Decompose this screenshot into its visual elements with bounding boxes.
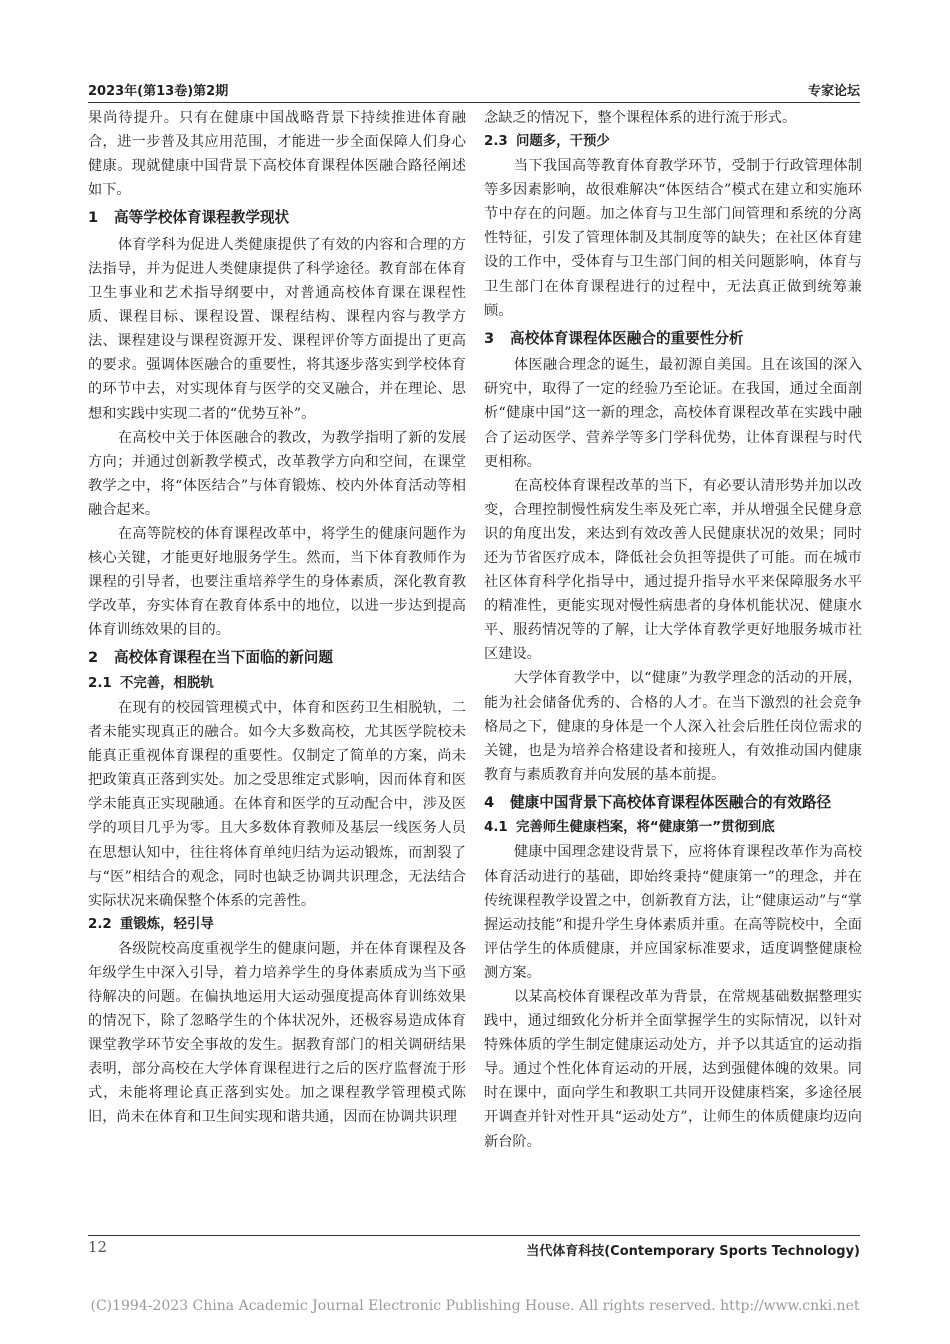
paragraph: 在现有的校园管理模式中，体育和医药卫生相脱轨，二者未能实现真正的融合。如今大多数高校，尤其医学院校未能真正重视体育课程的重要性。仅制定了简单的方案，尚未把政策真正落到实处。加之受思维定式影响，因而体育和医学未能真正实现融通。在体育和医学的互动配合中，涉及医学的项目几乎为零。且大多数体育教师及基层一线医务人员在思想认知中，往往将体育单纯归结为运动锻炼，而割裂了与“医”相结合的观念，同时也缺乏协调共识理念，无法结合实际状况来确保整个体系的完善性。	[88, 699, 466, 909]
paragraph: 各级院校高度重视学生的健康问题，并在体育课程及各年级学生中深入引导，着力培养学生的身体素质成为当下亟待解决的问题。在偏执地运用大运动强度提高体育训练效果的情况下，除了忽略学生的个体状况外，还极容易造成体育课堂教学环节安全事故的发生。据教育部门的相关调研结果表明，部分高校在大学体育课程进行之后的医疗监督流于形式，未能将理论真正落到实处。加之课程教学管理模式陈旧，尚未在体育和卫生间实现和谐共通，因而在协调共识理	[88, 940, 466, 1126]
paragraph: 当下我国高等教育体育教学环节，受制于行政管理体制等多因素影响，故很难解决“体医结合”模式在建立和实施环节中存在的问题。加之体育与卫生部门间管理和系统的分离性特征，引发了管理体制及其制度等的缺失；在社区体育建设的工作中，受体育与卫生部门间的相关问题影响，体育与卫生部门在体育课程进行的过程中，无法真正做到统筹兼顾。	[484, 158, 862, 319]
section-title: 高校体育课程在当下面临的新问题	[114, 649, 333, 667]
section-title: 高等学校体育课程教学现状	[114, 209, 290, 227]
subsection-title: 重锻炼，轻引导	[120, 916, 214, 932]
subsection-title: 不完善，相脱轨	[120, 675, 214, 691]
paragraph: 在高校中关于体医融合的教改，为教学指明了新的发展方向；并通过创新教学模式，改革教学方向和空间，在课堂教学之中，将“体医结合”与体育锻炼、校内外体育活动等相融合起来。	[88, 429, 466, 518]
paragraph: 大学体育教学中，以“健康”为教学理念的活动的开展，能为社会储备优秀的、合格的人才。在当下激烈的社会竞争格局之下，健康的身体是一个人深入社会后胜任岗位需求的关键，也是为培养合格建设者和接班人，有效推动国内健康教育与素质教育并向发展的基本前提。	[484, 670, 862, 783]
subsection-title: 完善师生健康档案，将“健康第一”贯彻到底	[516, 820, 775, 836]
subsection-number: 2.2	[88, 916, 112, 932]
paragraph: 以某高校体育课程改革为背景，在常规基础数据整理实践中，通过细致化分析并全面掌握学生的实际情况，以针对特殊体质的学生制定健康运动处方，并予以其适宜的运动指导。通过个性化体育运动的开展，达到强健体魄的效果。同时在课中，面向学生和教职工共同开设健康档案，多途径展开调查并针对性开具“运动处方”，让师生的体质健康均迈向新台阶。	[484, 989, 862, 1150]
running-footer	[88, 1235, 860, 1260]
issue-info: 2023年(第13卷)第2期	[88, 84, 229, 99]
section-number: 3	[484, 329, 495, 347]
section-4-heading	[484, 791, 862, 816]
subsection-2-1-heading	[88, 673, 466, 695]
paragraph: 健康中国理念建设背景下，应将体育课程改革作为高校体育活动进行的基础，即始终秉持“健康第一”的理念，并在传统课程教学设置之中，创新教育方法，让“健康运动”与“掌握运动技能”和提升学生身体素质并重。在高等院校中，全面评估学生的体质健康，并应国家标准要求，适度调整健康检测方案。	[484, 844, 862, 981]
subsection-number: 2.3	[484, 134, 508, 150]
journal-name: 当代体育科技(Contemporary Sports Technology)	[526, 1244, 860, 1259]
paragraph: 体育学科为促进人类健康提供了有效的内容和合理的方法指导，并为促进人类健康提供了科学途径。教育部在体育卫生事业和艺术指导纲要中，对普通高校体育课在课程性质、课程目标、课程设置、课程结构、课程内容与教学方法、课程建设与课程资源开发、课程评价等方面提出了更高的要求。强调体医融合的重要性，将其逐步落实到学校体育的环节中去，对实现体育与医学的交叉融合，并在理论、思想和实践中实现二者的“优势互补”。	[88, 236, 466, 422]
right-column	[484, 106, 862, 1154]
left-column	[88, 106, 466, 1130]
subsection-2-3-heading	[484, 131, 862, 153]
section-3-heading	[484, 327, 862, 352]
section-2-heading	[88, 646, 466, 671]
subsection-title: 问题多，干预少	[516, 134, 610, 150]
copyright-notice: (C)1994-2023 China Academic Journal Electronic Publishing House. All rights reserved. http://www.cnki.net	[90, 1298, 860, 1314]
page-number: 12	[88, 1238, 108, 1256]
section-1-heading	[88, 206, 466, 231]
paragraph: 体医融合理念的诞生，最初源自美国。且在该国的深入研究中，取得了一定的经验乃至论证。在我国，通过全面剖析“健康中国”这一新的理念，高校体育课程改革在实践中融合了运动医学、营养学等多门学科优势，让体育课程与时代更相称。	[484, 357, 862, 470]
paragraph: 在高等院校的体育课程改革中，将学生的健康问题作为核心关键，才能更好地服务学生。然而，当下体育教师作为课程的引导者，也要注重培养学生的身体素质，深化教育教学改革，夯实体育在教育体系中的地位，以进一步达到提高体育训练效果的目的。	[88, 526, 466, 639]
subsection-2-2-heading	[88, 914, 466, 936]
section-number: 4	[484, 793, 495, 811]
section-number: 1	[88, 209, 99, 227]
subsection-number: 4.1	[484, 820, 508, 836]
section-number: 2	[88, 649, 99, 667]
paragraph-intro: 果尚待提升。只有在健康中国战略背景下持续推进体育融合，进一步普及其应用范围，才能进一步全面保障人们身心健康。现就健康中国背景下高校体育课程体医融合路径阐述如下。	[88, 110, 466, 199]
section-label: 专家论坛	[807, 84, 860, 99]
paragraph: 在高校体育课程改革的当下，有必要认清形势并加以改变，合理控制慢性病发生率及死亡率，并从增强全民健身意识的角度出发，来达到有效改善人民健康状况的效果；同时还为节省医疗成本，降低社会负担等提供了可能。而在城市社区体育科学化指导中，通过提升指导水平来保障服务水平的精准性，更能实现对慢性病患者的身体机能状况、健康水平、服药情况等的了解，让大学体育教学更好地服务城市社区建设。	[484, 477, 862, 663]
section-title: 高校体育课程体医融合的重要性分析	[510, 329, 744, 347]
subsection-number: 2.1	[88, 675, 112, 691]
running-header	[88, 76, 860, 103]
subsection-4-1-heading	[484, 817, 862, 839]
paragraph-continued: 念缺乏的情况下，整个课程体系的进行流于形式。	[484, 110, 797, 126]
section-title: 健康中国背景下高校体育课程体医融合的有效路径	[510, 793, 832, 811]
